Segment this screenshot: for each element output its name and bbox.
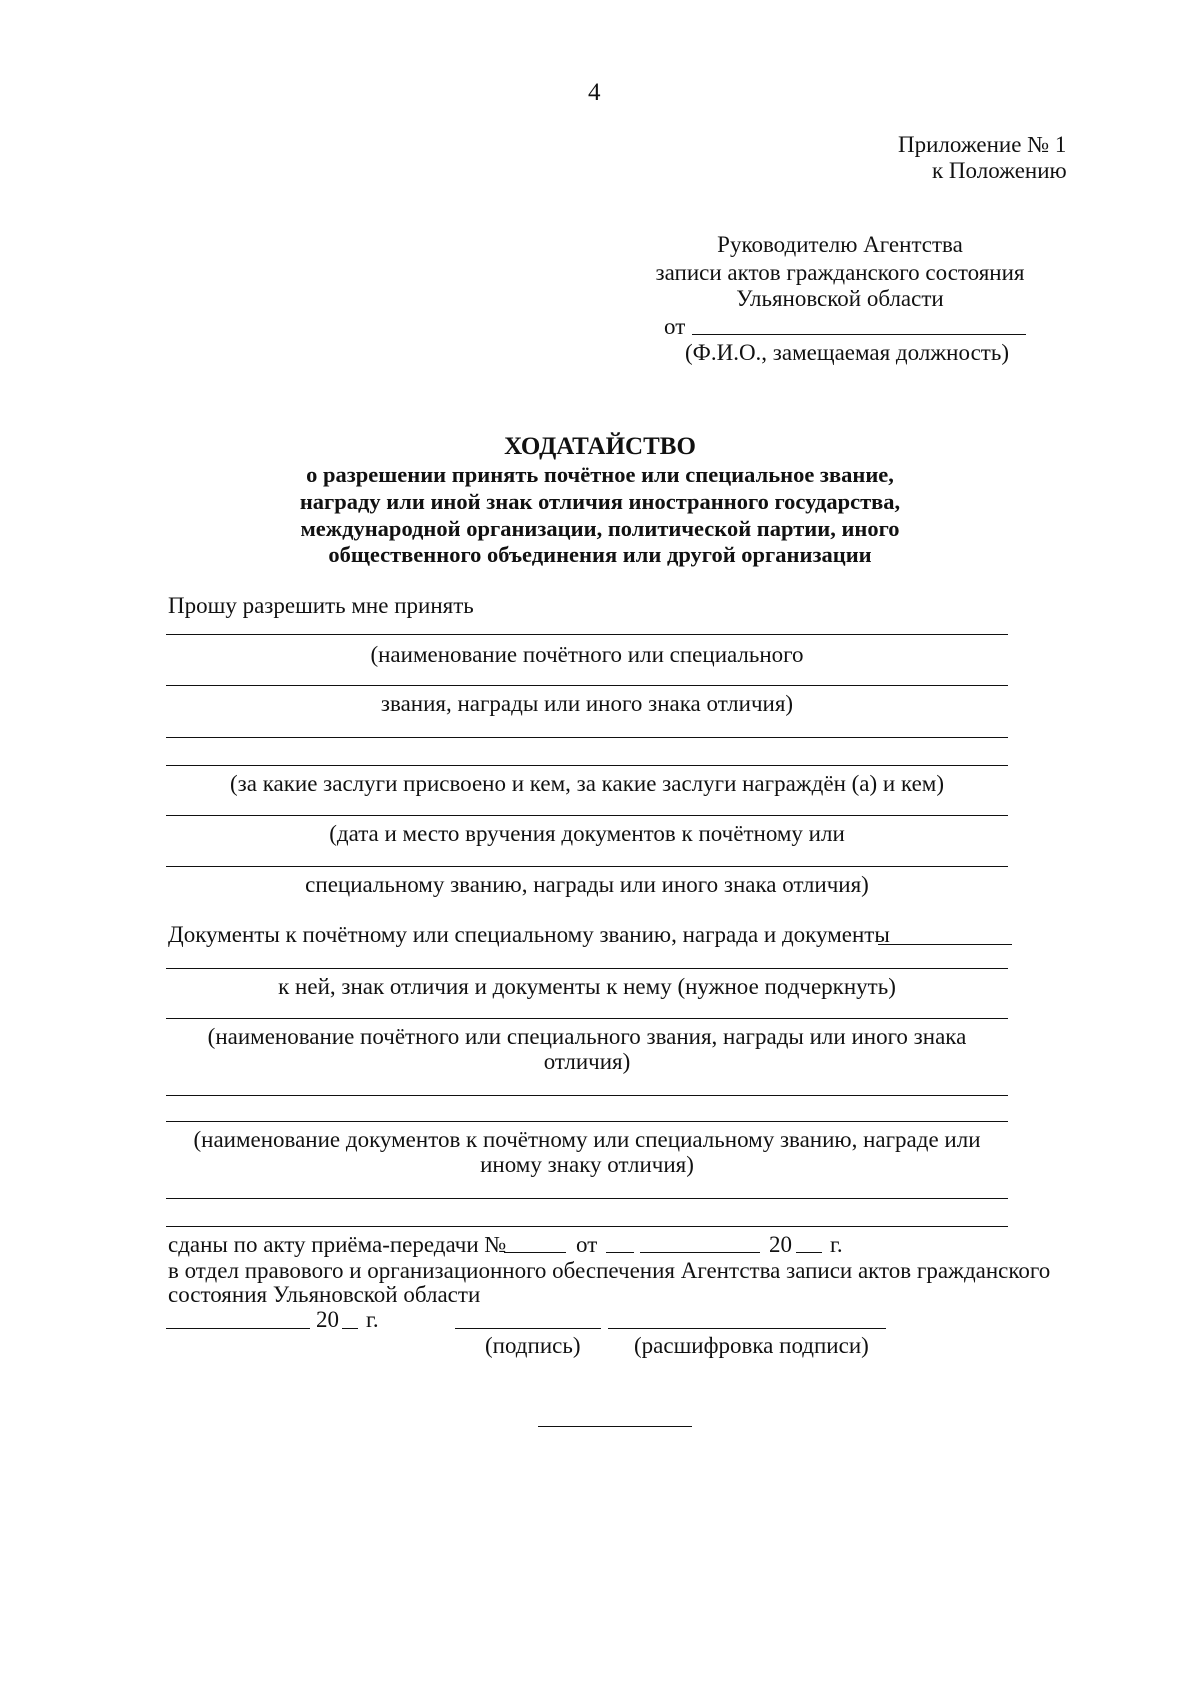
date-line[interactable] xyxy=(166,1328,310,1329)
date-year-suffix: г. xyxy=(366,1307,379,1332)
request-text: Прошу разрешить мне принять xyxy=(168,593,474,618)
fill-line[interactable] xyxy=(166,765,1008,766)
fill-line[interactable] xyxy=(166,968,1008,969)
document-title: ХОДАТАЙСТВО xyxy=(504,433,696,460)
heading-line-1: о разрешении принять почётное или специальное звание, xyxy=(306,462,894,487)
fill-line[interactable] xyxy=(166,1226,1008,1227)
addressee-line-2: записи актов гражданского состояния xyxy=(655,260,1025,285)
department-line-1: в отдел правового и организационного обеспечения Агентства записи актов гражданского xyxy=(168,1258,1051,1283)
act-year-line[interactable] xyxy=(796,1252,822,1253)
caption-merits: (за какие заслуги присвоено и кем, за какие заслуги награждён (а) и кем) xyxy=(229,771,945,796)
department-line-2: состояния Ульяновской области xyxy=(168,1282,481,1307)
heading-line-2: награду или иной знак отличия иностранного государства, xyxy=(299,489,901,514)
documents-caption: к ней, знак отличия и документы к нему (нужное подчеркнуть) xyxy=(278,974,896,999)
caption-name-1: (наименование почётного или специального xyxy=(370,642,804,667)
caption-award-2: отличия) xyxy=(543,1049,631,1074)
fill-line[interactable] xyxy=(166,1018,1008,1019)
decoding-caption: (расшифровка подписи) xyxy=(634,1333,869,1358)
act-number-line[interactable] xyxy=(504,1252,566,1253)
caption-docs-2: иному знаку отличия) xyxy=(480,1152,694,1177)
fill-line[interactable] xyxy=(878,944,1012,945)
act-from-word: от xyxy=(576,1232,598,1257)
act-year-suffix: г. xyxy=(830,1232,843,1257)
decoding-line[interactable] xyxy=(608,1328,886,1329)
caption-docs-1: (наименование документов к почётному или специальному званию, награде или xyxy=(193,1127,981,1152)
signature-line[interactable] xyxy=(455,1328,601,1329)
appendix-line-1: Приложение № 1 xyxy=(898,132,1067,157)
closing-separator xyxy=(538,1426,692,1427)
signature-caption: (подпись) xyxy=(485,1333,581,1358)
from-caption: (Ф.И.О., замещаемая должность) xyxy=(685,340,1009,365)
addressee-line-3: Ульяновской области xyxy=(736,286,944,311)
from-label: от xyxy=(664,314,686,339)
fill-line[interactable] xyxy=(166,685,1008,686)
from-fill-line[interactable] xyxy=(692,334,1026,335)
act-day-line[interactable] xyxy=(606,1252,634,1253)
caption-date-1: (дата и место вручения документов к почётному или xyxy=(329,821,845,846)
caption-award-1: (наименование почётного или специального звания, награды или иного знака xyxy=(207,1024,967,1049)
act-year-prefix: 20 xyxy=(769,1232,792,1257)
act-label: сданы по акту приёма-передачи № xyxy=(168,1232,507,1257)
fill-line[interactable] xyxy=(166,634,1008,635)
appendix-line-2: к Положению xyxy=(932,158,1067,183)
fill-line[interactable] xyxy=(166,815,1008,816)
caption-name-2: звания, награды или иного знака отличия) xyxy=(380,691,794,716)
documents-text: Документы к почётному или специальному званию, награда и документы xyxy=(168,922,890,947)
fill-line[interactable] xyxy=(166,1198,1008,1199)
fill-line[interactable] xyxy=(166,1095,1008,1096)
act-month-line[interactable] xyxy=(640,1252,760,1253)
heading-line-3: международной организации, политической партии, иного xyxy=(300,516,900,541)
date-year-line[interactable] xyxy=(342,1328,358,1329)
caption-date-2: специальному званию, награды или иного знака отличия) xyxy=(305,872,869,897)
fill-line[interactable] xyxy=(166,737,1008,738)
addressee-line-1: Руководителю Агентства xyxy=(717,232,963,257)
page-number: 4 xyxy=(588,79,601,106)
date-year-prefix: 20 xyxy=(316,1307,339,1332)
heading-line-4: общественного объединения или другой организации xyxy=(328,542,872,567)
fill-line[interactable] xyxy=(166,1121,1008,1122)
fill-line[interactable] xyxy=(166,866,1008,867)
